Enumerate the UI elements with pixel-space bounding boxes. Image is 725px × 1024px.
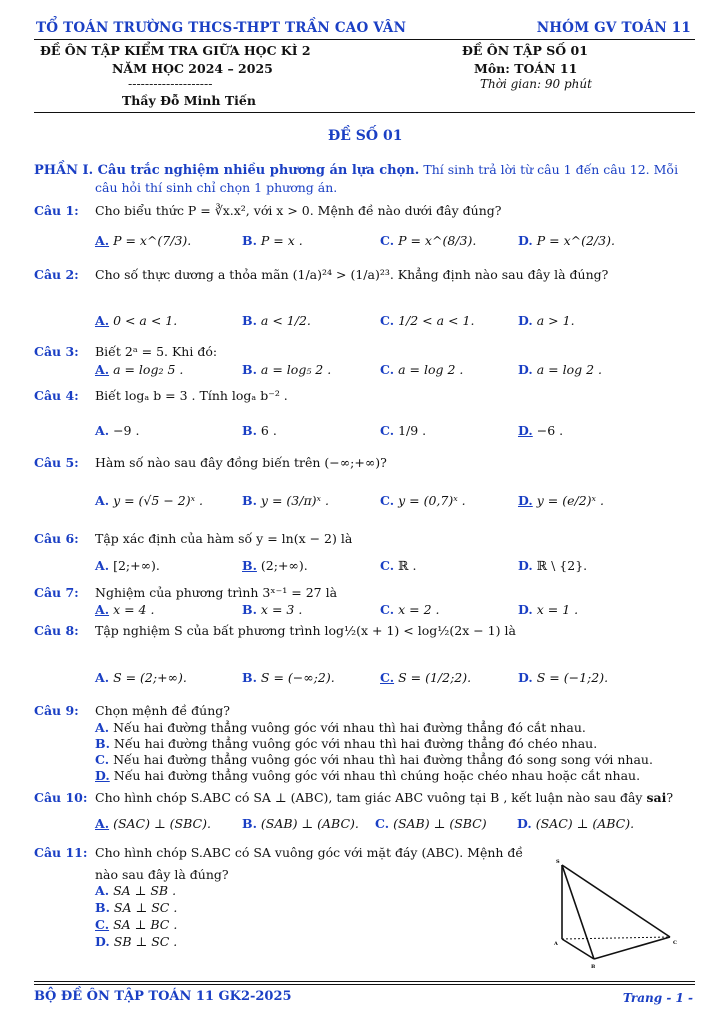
q6-option-b[interactable]: B. (2;+∞). <box>242 558 308 573</box>
q8-option-b[interactable]: B. S = (−∞;2). <box>242 670 335 685</box>
q1-option-b[interactable]: B. P = x . <box>242 233 303 248</box>
edge-sc <box>562 865 670 937</box>
q9-text: Chọn mệnh đề đúng? <box>95 703 230 718</box>
q1-option-c[interactable]: C. P = x^(8/3). <box>380 233 477 248</box>
q10-option-c[interactable]: C. (SAB) ⊥ (SBC) <box>375 816 487 831</box>
part1-instruction-1: Thí sinh trả lời từ câu 1 đến câu 12. Mỗi <box>423 162 679 177</box>
teacher-name: Thầy Đỗ Minh Tiến <box>122 93 256 108</box>
q10-text: Cho hình chóp S.ABC có SA ⊥ (ABC), tam giác ABC vuông tại B , kết luận nào sau đây sai? <box>95 790 674 805</box>
header-dashes: -------------------- <box>128 76 213 91</box>
group-name: NHÓM GV TOÁN 11 <box>536 20 691 36</box>
q8-option-a[interactable]: A. S = (2;+∞). <box>95 670 187 685</box>
q1-text: Cho biểu thức P = ∛x.x², với x > 0. Mệnh đề nào dưới đây đúng? <box>95 203 502 218</box>
q9-option-d[interactable]: D. Nếu hai đường thẳng vuông góc với nhau thì chúng hoặc chéo nhau hoặc cắt nhau. <box>95 768 641 783</box>
q10-label: Câu 10: <box>34 790 88 805</box>
q6-option-d[interactable]: D. ℝ \ {2}. <box>518 558 588 573</box>
q4-label: Câu 4: <box>34 388 79 403</box>
q2-label: Câu 2: <box>34 267 79 282</box>
q5-option-b[interactable]: B. y = (3/π)ˣ . <box>242 493 329 508</box>
q7-option-a[interactable]: A. x = 4 . <box>95 602 155 617</box>
vertex-b-label: B <box>591 964 596 970</box>
q10-option-d[interactable]: D. (SAC) ⊥ (ABC). <box>517 816 635 831</box>
q2-text: Cho số thực dương a thỏa mãn (1/a)²⁴ > (1/a)²³. Khẳng định nào sau đây là đúng? <box>95 267 609 282</box>
page-title: ĐỀ SỐ 01 <box>328 128 403 144</box>
edge-ab <box>562 939 594 959</box>
q6-label: Câu 6: <box>34 531 79 546</box>
q5-option-a[interactable]: A. y = (√5 − 2)ˣ . <box>95 493 203 508</box>
q7-option-d[interactable]: D. x = 1 . <box>518 602 579 617</box>
footer-rule-1 <box>34 981 695 982</box>
q9-option-c[interactable]: C. Nếu hai đường thẳng vuông góc với nhau thì hai đường thẳng đó song song với nhau. <box>95 752 653 767</box>
q2-option-a[interactable]: A. 0 < a < 1. <box>95 313 178 328</box>
part1-heading-line <box>34 162 678 178</box>
q1-option-a[interactable]: A. P = x^(7/3). <box>95 233 192 248</box>
q2-option-d[interactable]: D. a > 1. <box>518 313 575 328</box>
q7-text: Nghiệm của phương trình 3ˣ⁻¹ = 27 là <box>95 585 338 600</box>
q8-option-d[interactable]: D. S = (−1;2). <box>518 670 609 685</box>
page-number: Trang - 1 - <box>622 991 693 1005</box>
q10-option-b[interactable]: B. (SAB) ⊥ (ABC). <box>242 816 359 831</box>
edge-sb <box>562 865 594 959</box>
edge-ac <box>562 937 670 939</box>
q11-option-b[interactable]: B. SA ⊥ SC . <box>95 900 178 915</box>
q4-option-d[interactable]: D. −6 . <box>518 423 564 438</box>
q1-label: Câu 1: <box>34 203 79 218</box>
q10-option-a[interactable]: A. (SAC) ⊥ (SBC). <box>95 816 211 831</box>
q11-option-a[interactable]: A. SA ⊥ SB . <box>95 883 177 898</box>
q11-option-d[interactable]: D. SB ⊥ SC . <box>95 934 178 949</box>
q5-option-c[interactable]: C. y = (0,7)ˣ . <box>380 493 466 508</box>
exam-time: Thời gian: 90 phút <box>480 77 592 91</box>
q5-option-d[interactable]: D. y = (e/2)ˣ . <box>518 493 604 508</box>
vertex-c-label: C <box>673 940 677 946</box>
q8-label: Câu 8: <box>34 623 79 638</box>
q9-option-a[interactable]: A. Nếu hai đường thẳng vuông góc với nhau thì hai đường thẳng đó cắt nhau. <box>95 720 586 735</box>
q4-option-c[interactable]: C. 1/9 . <box>380 423 427 438</box>
q7-option-c[interactable]: C. x = 2 . <box>380 602 440 617</box>
q6-option-c[interactable]: C. ℝ . <box>380 558 417 573</box>
q9-option-b[interactable]: B. Nếu hai đường thẳng vuông góc với nhau thì hai đường thẳng đó chéo nhau. <box>95 736 598 751</box>
q2-option-c[interactable]: C. 1/2 < a < 1. <box>380 313 475 328</box>
footer-rule-2 <box>34 984 695 985</box>
q3-option-a[interactable]: A. a = log₂ 5 . <box>95 362 184 377</box>
q4-text: Biết logₐ b = 3 . Tính logₐ b⁻² . <box>95 388 288 403</box>
vertex-a-label: A <box>554 941 558 947</box>
q3-option-c[interactable]: C. a = log 2 . <box>380 362 464 377</box>
subject: Môn: TOÁN 11 <box>474 61 578 76</box>
exam-number: ĐỀ ÔN TẬP SỐ 01 <box>462 43 588 58</box>
vertex-s-label: S <box>556 859 560 865</box>
q5-text: Hàm số nào sau đây đồng biến trên (−∞;+∞)? <box>95 455 387 470</box>
q11-text-1: Cho hình chóp S.ABC có SA vuông góc với mặt đáy (ABC). Mệnh đề <box>95 845 524 860</box>
q6-option-a[interactable]: A. [2;+∞). <box>95 558 160 573</box>
header-rule-top <box>34 39 695 40</box>
pyramid-figure <box>548 855 688 973</box>
header-rule-bottom <box>34 112 695 113</box>
q6-text: Tập xác định của hàm số y = ln(x − 2) là <box>95 531 353 546</box>
q7-option-b[interactable]: B. x = 3 . <box>242 602 303 617</box>
part1-instruction-2: câu hỏi thí sinh chỉ chọn 1 phương án. <box>95 180 338 195</box>
q3-text: Biết 2ᵃ = 5. Khi đó: <box>95 344 218 359</box>
q3-label: Câu 3: <box>34 344 79 359</box>
q3-option-d[interactable]: D. a = log 2 . <box>518 362 603 377</box>
footer-title: BỘ ĐỀ ÔN TẬP TOÁN 11 GK2-2025 <box>34 989 292 1004</box>
school-name: TỔ TOÁN TRƯỜNG THCS-THPT TRẦN CAO VÂN <box>36 20 407 36</box>
q11-label: Câu 11: <box>34 845 88 860</box>
q7-label: Câu 7: <box>34 585 79 600</box>
q5-label: Câu 5: <box>34 455 79 470</box>
q2-option-b[interactable]: B. a < 1/2. <box>242 313 311 328</box>
q4-option-b[interactable]: B. 6 . <box>242 423 277 438</box>
part1-heading: PHẦN I. Câu trắc nghiệm nhiều phương án lựa chọn. <box>34 163 420 178</box>
q1-option-d[interactable]: D. P = x^(2/3). <box>518 233 615 248</box>
exam-title: ĐỀ ÔN TẬP KIỂM TRA GIỮA HỌC KÌ 2 <box>40 43 311 58</box>
q4-option-a[interactable]: A. −9 . <box>95 423 140 438</box>
q11-option-c[interactable]: C. SA ⊥ BC . <box>95 917 178 932</box>
q9-label: Câu 9: <box>34 703 79 718</box>
school-year: NĂM HỌC 2024 – 2025 <box>112 61 273 76</box>
q11-text-2: nào sau đây là đúng? <box>95 867 229 882</box>
edge-bc <box>594 937 670 959</box>
q3-option-b[interactable]: B. a = log₅ 2 . <box>242 362 332 377</box>
q8-option-c[interactable]: C. S = (1/2;2). <box>380 670 472 685</box>
q8-text: Tập nghiệm S của bất phương trình log½(x + 1) < log½(2x − 1) là <box>95 623 516 638</box>
